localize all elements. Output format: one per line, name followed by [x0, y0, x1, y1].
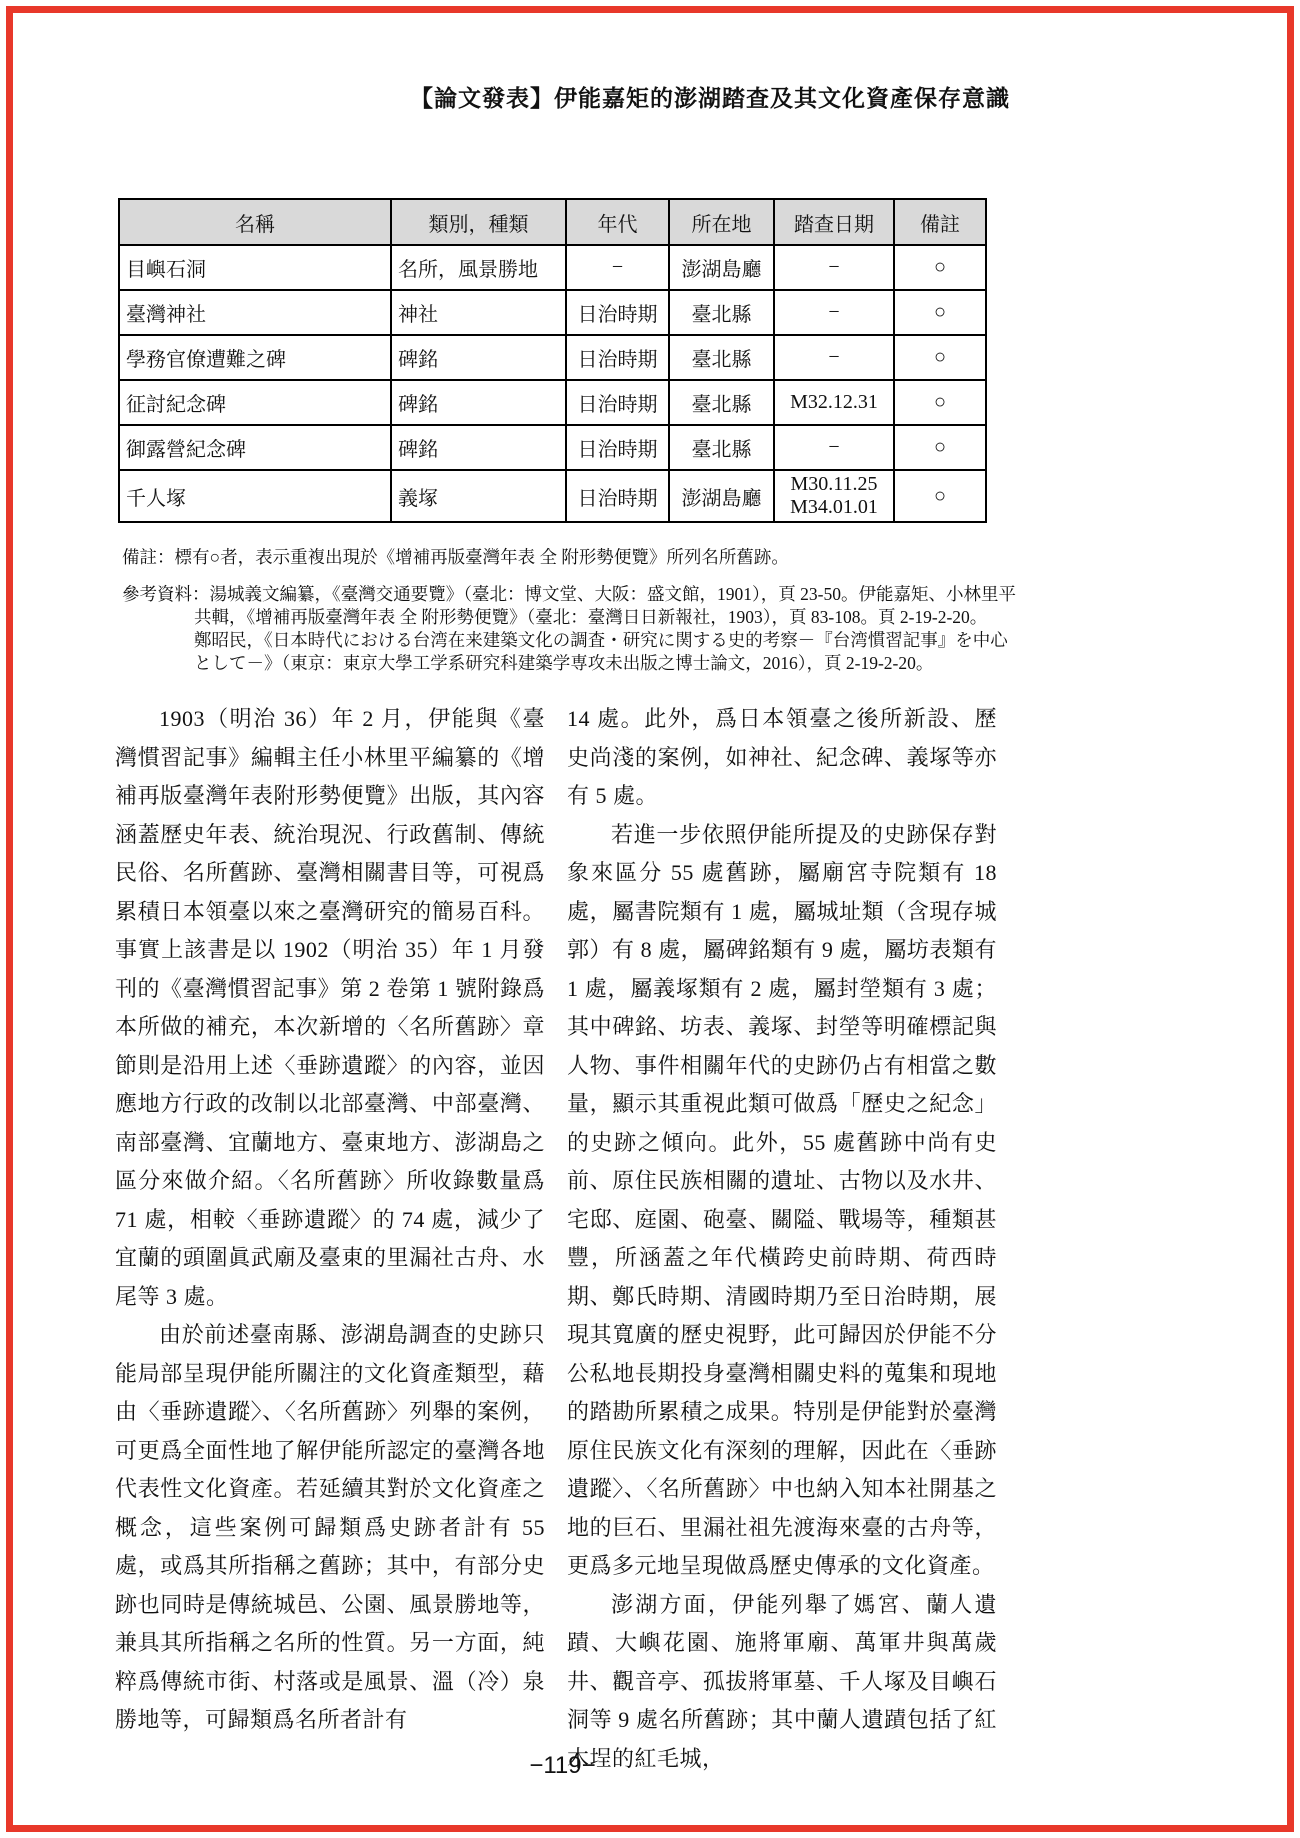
- table-cell-location: 臺北縣: [669, 335, 774, 380]
- table-cell-location: 臺北縣: [669, 290, 774, 335]
- body-paragraph: 14 處。此外，爲日本領臺之後所新設、歷史尚淺的案例，如神社、紀念碑、義塚等亦有 5 處。: [567, 706, 997, 808]
- body-paragraph: 1903（明治 36）年 2 月，伊能與《臺灣慣習記事》編輯主任小林里平編纂的《增補再版臺灣年表附形勢便覽》出版，其內容涵蓋歷史年表、統治現況、行政舊制、傳統民俗、名所舊跡、臺灣相關書目等，可視爲累積日本領臺以來之臺灣研究的簡易百科。事實上該書是以 1902（明治 35）年 1 月發刊的《臺灣慣習記事》第 2 卷第 1 號附錄爲本所做的補充，本次新增的〈名所舊跡〉章節則是沿用上述〈垂跡遺蹤〉的內容，並因應地方行政的改制以北部臺灣、中部臺灣、南部臺灣、宜蘭地方、臺東地方、澎湖島之區分來做介紹。〈名所舊跡〉所收錄數量爲 71 處，相較〈垂跡遺蹤〉的 74 處，減少了宜蘭的頭圍眞武廟及臺東的里漏社古舟、水尾等 3 處。: [115, 706, 545, 1309]
- table-cell-survey_date: −: [774, 290, 894, 335]
- table-cell-note: ○: [894, 425, 986, 470]
- column-header: 踏查日期: [774, 199, 894, 245]
- table-body: [119, 245, 986, 522]
- column-header: 所在地: [669, 199, 774, 245]
- table-cell-name: 目嶼石洞: [119, 245, 391, 290]
- table-row: [119, 290, 986, 335]
- column-header: 備註: [894, 199, 986, 245]
- table-cell-location: 澎湖島廳: [669, 470, 774, 522]
- table-cell-category: 碑銘: [391, 335, 566, 380]
- reference-list: [122, 583, 1022, 675]
- table-cell-location: 澎湖島廳: [669, 245, 774, 290]
- right-column: [567, 700, 997, 1778]
- table-cell-note: ○: [894, 380, 986, 425]
- table-cell-category: 義塚: [391, 470, 566, 522]
- historic-sites-table: [118, 198, 987, 523]
- table-header-row: [119, 199, 986, 245]
- table-cell-note: ○: [894, 470, 986, 522]
- table-cell-location: 臺北縣: [669, 380, 774, 425]
- table-cell-era: 日治時期: [566, 380, 669, 425]
- table-remark: 備註：標有○者，表示重複出現於《增補再版臺灣年表 全 附形勢便覽》所列名所舊跡。: [122, 547, 789, 567]
- table-cell-name: 學務官僚遭難之碑: [119, 335, 391, 380]
- body-paragraph: 若進一步依照伊能所提及的史跡保存對象來區分 55 處舊跡，屬廟宮寺院類有 18 處，屬書院類有 1 處，屬城址類（含現存城郭）有 8 處，屬碑銘類有 9 處，屬坊表類有 1 處，屬義塚類有 2 處，屬封塋類有 3 處；其中碑銘、坊表、義塚、封塋等明確標記與人物、事件相關年代的史跡仍占有相當之數量，顯示其重視此類可做爲「歷史之紀念」的史跡之傾向。此外，55 處舊跡中尚有史前、原住民族相關的遺址、古物以及水井、宅邸、庭園、砲臺、關隘、戰場等，種類甚豐，所涵蓋之年代橫跨史前時期、荷西時期、鄭氏時期、清國時期乃至日治時期，展現其寬廣的歷史視野，此可歸因於伊能不分公私地長期投身臺灣相關史料的蒐集和現地的踏勘所累積之成果。特別是伊能對於臺灣原住民族文化有深刻的理解，因此在〈垂跡遺蹤〉、〈名所舊跡〉中也納入知本社開基之地的巨石、里漏社祖先渡海來臺的古舟等，更爲多元地呈現做爲歷史傳承的文化資產。: [567, 821, 997, 1578]
- table-cell-location: 臺北縣: [669, 425, 774, 470]
- table-cell-name: 臺灣神社: [119, 290, 391, 335]
- page-number: −119−: [529, 1752, 596, 1779]
- reference-line: 共輯，《增補再版臺灣年表 全 附形勢便覽》（臺北：臺灣日日新報社，1903），頁 83-108。頁 2-19-2-20。: [194, 607, 988, 627]
- historic-sites-table-wrap: [118, 198, 985, 523]
- table-row: [119, 335, 986, 380]
- left-column: [115, 700, 545, 1778]
- body-paragraph: 澎湖方面，伊能列舉了媽宮、蘭人遺蹟、大嶼花園、施將軍廟、萬軍井與萬歲井、觀音亭、孤拔將軍墓、千人塚及目嶼石洞等 9 處名所舊跡；其中蘭人遺蹟包括了紅木埕的紅毛城，: [567, 1591, 997, 1771]
- column-header: 年代: [566, 199, 669, 245]
- table-cell-category: 名所，風景勝地: [391, 245, 566, 290]
- table-cell-era: −: [566, 245, 669, 290]
- table-cell-name: 千人塚: [119, 470, 391, 522]
- table-cell-survey_date: −: [774, 335, 894, 380]
- table-cell-note: ○: [894, 245, 986, 290]
- reference-line: 參考資料：湯城義文編纂，《臺灣交通要覽》（臺北：博文堂、大阪：盛文館，1901），頁 23-50。伊能嘉矩、小林里平: [122, 584, 1016, 604]
- table-cell-category: 碑銘: [391, 380, 566, 425]
- table-cell-survey_date: −: [774, 425, 894, 470]
- table-cell-survey_date: M30.11.25 M34.01.01: [774, 470, 894, 522]
- table-cell-survey_date: −: [774, 245, 894, 290]
- table-cell-era: 日治時期: [566, 425, 669, 470]
- reference-line: として－》（東京：東京大學工学系研究科建築学専攻未出版之博士論文，2016），頁 2-19-2-20。: [194, 653, 934, 673]
- table-cell-note: ○: [894, 335, 986, 380]
- table-row: [119, 425, 986, 470]
- page-header-title: 【論文發表】伊能嘉矩的澎湖踏查及其文化資產保存意識: [410, 85, 1010, 111]
- table-row: [119, 245, 986, 290]
- table-notes: [122, 546, 1022, 675]
- table-cell-name: 御露營紀念碑: [119, 425, 391, 470]
- table-row: [119, 380, 986, 425]
- table-cell-era: 日治時期: [566, 290, 669, 335]
- table-cell-name: 征討紀念碑: [119, 380, 391, 425]
- table-cell-survey_date: M32.12.31: [774, 380, 894, 425]
- table-cell-era: 日治時期: [566, 470, 669, 522]
- table-cell-era: 日治時期: [566, 335, 669, 380]
- column-header: 類別，種類: [391, 199, 566, 245]
- table-row: [119, 470, 986, 522]
- body-columns: [115, 700, 997, 1778]
- table-cell-note: ○: [894, 290, 986, 335]
- column-header: 名稱: [119, 199, 391, 245]
- table-cell-category: 碑銘: [391, 425, 566, 470]
- table-cell-category: 神社: [391, 290, 566, 335]
- reference-line: 鄭昭民，《日本時代における台湾在来建築文化の調査・研究に関する史的考察－『台湾慣習記事』を中心: [194, 630, 1008, 650]
- body-paragraph: 由於前述臺南縣、澎湖島調查的史跡只能局部呈現伊能所關注的文化資產類型，藉由〈垂跡遺蹤〉、〈名所舊跡〉列舉的案例，可更爲全面性地了解伊能所認定的臺灣各地代表性文化資產。若延續其對於文化資產之概念，這些案例可歸類爲史跡者計有 55 處，或爲其所指稱之舊跡；其中，有部分史跡也同時是傳統城邑、公園、風景勝地等，兼具其所指稱之名所的性質。另一方面，純粹爲傳統市街、村落或是風景、溫（冷）泉勝地等，可歸類爲名所者計有: [115, 1322, 545, 1732]
